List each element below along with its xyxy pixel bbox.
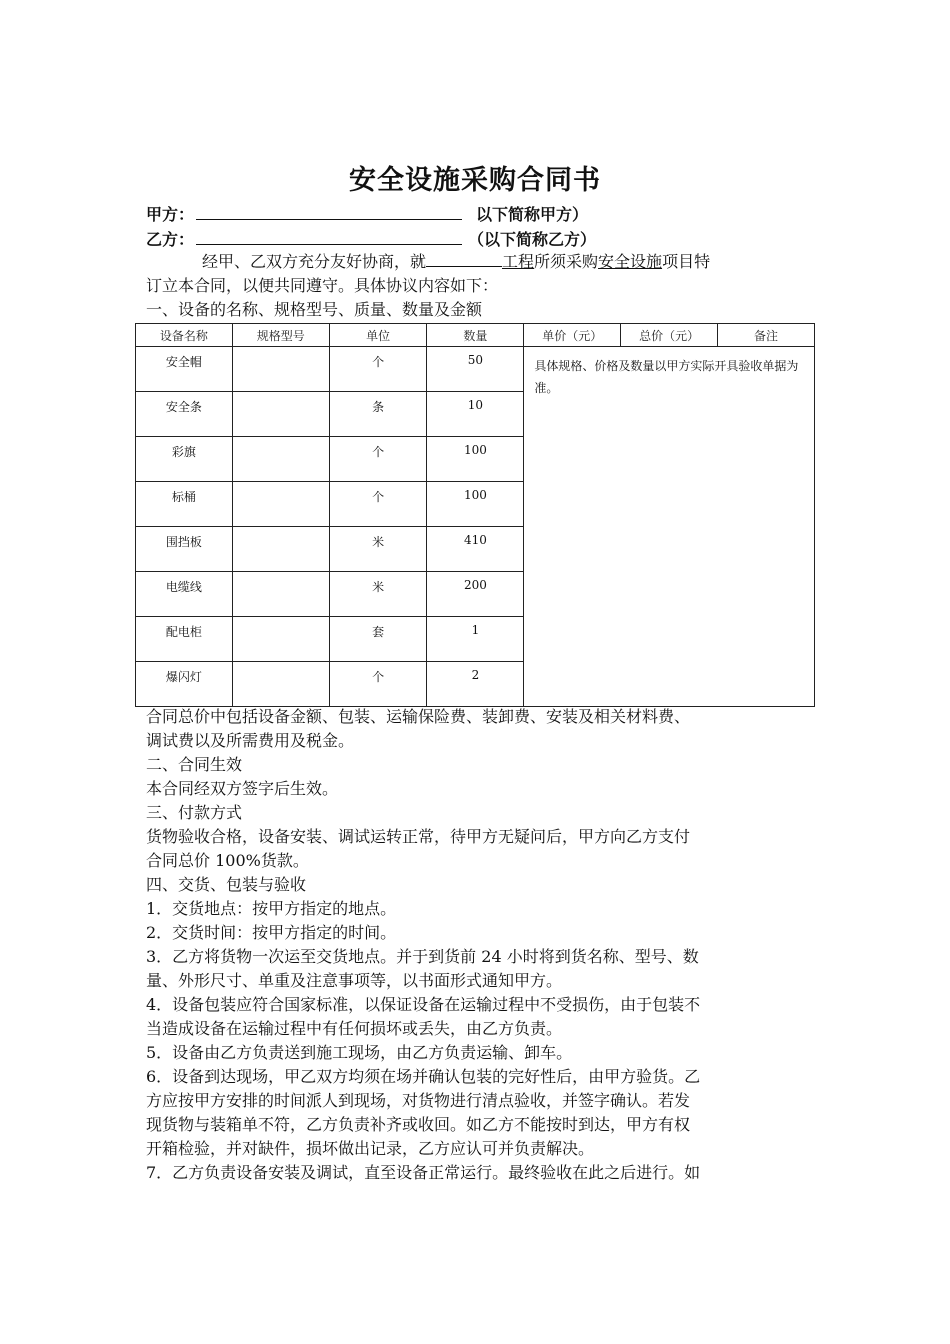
project-blank [426,250,502,267]
header-cell: 单价（元） [524,324,621,347]
body-line: 3．乙方将货物一次运至交货地点。并于到货前 24 小时将到货名称、型号、数 [146,947,699,966]
body-line: 调试费以及所需费用及税金。 [146,731,355,750]
item-qty: 50 [427,347,524,392]
intro-facility: 安全设施 [598,252,663,271]
item-name: 配电柜 [136,617,233,662]
party-a-label: 甲方： [146,205,195,224]
section-3-heading: 三、付款方式 [146,803,243,822]
item-spec [232,617,329,662]
body-line: 1．交货地点：按甲方指定的地点。 [146,899,397,918]
body-line: 量、外形尺寸、单重及注意事项等，以书面形式通知甲方。 [146,971,563,990]
equipment-table [135,323,815,707]
party-b-line [146,227,596,250]
section-2-heading: 二、合同生效 [146,755,243,774]
section-4-heading: 四、交货、包装与验收 [146,875,307,894]
table-note: 具体规格、价格及数量以甲方实际开具验收单据为准。 [524,347,815,707]
party-b-label: 乙方： [146,230,195,249]
header-cell: 规格型号 [232,324,329,347]
header-cell: 备注 [718,324,815,347]
party-a-line [146,202,588,225]
item-spec [232,437,329,482]
item-name: 围挡板 [136,527,233,572]
table-header-row [136,324,815,347]
document-title: 安全设施采购合同书 [349,165,601,196]
item-unit: 个 [329,482,427,527]
body-line: 现货物与装箱单不符，乙方负责补齐或收回。如乙方不能按时到达，甲方有权 [146,1115,691,1134]
intro-paragraph [146,250,810,322]
party-b-suffix: （以下简称乙方） [468,230,597,249]
body-line: 开箱检验，并对缺件，损坏做出记录，乙方应认可并负责解决。 [146,1139,595,1158]
intro-mid: 所须采购 [534,252,599,271]
body-line: 当造成设备在运输过程中有任何损坏或丢失，由乙方负责。 [146,1019,563,1038]
item-name: 电缆线 [136,572,233,617]
item-qty: 200 [427,572,524,617]
party-b-blank [196,230,462,245]
body-line: 5．设备由乙方负责送到施工现场，由乙方负责运输、卸车。 [146,1043,573,1062]
body-line: 本合同经双方签字后生效。 [146,779,339,798]
item-unit: 套 [329,617,427,662]
header-cell: 设备名称 [136,324,233,347]
item-unit: 个 [329,437,427,482]
item-name: 标桶 [136,482,233,527]
item-unit: 个 [329,662,427,707]
item-name: 爆闪灯 [136,662,233,707]
body-line: 货物验收合格，设备安装、调试运转正常，待甲方无疑问后，甲方向乙方支付 [146,827,691,846]
body-line: 7．乙方负责设备安装及调试，直至设备正常运行。最终验收在此之后进行。如 [146,1163,701,1182]
intro-before: 经甲、乙双方充分友好协商，就 [202,252,427,271]
intro-after: 项目特 [662,252,711,271]
party-a-blank [196,205,462,220]
intro-line2: 订立本合同，以便共同遵守。具体协议内容如下： [146,276,499,295]
item-name: 彩旗 [136,437,233,482]
item-qty: 410 [427,527,524,572]
item-qty: 2 [427,662,524,707]
body-line: 2．交货时间：按甲方指定的时间。 [146,923,397,942]
intro-project: 工程 [502,252,535,271]
header-cell: 单位 [329,324,427,347]
item-qty: 1 [427,617,524,662]
item-unit: 米 [329,527,427,572]
item-spec [232,527,329,572]
body-line: 4．设备包装应符合国家标准，以保证设备在运输过程中不受损伤，由于包装不 [146,995,701,1014]
item-unit: 个 [329,347,427,392]
table-row [136,347,815,392]
item-qty: 100 [427,437,524,482]
item-name: 安全帽 [136,347,233,392]
contract-body [146,705,810,1185]
item-spec [232,392,329,437]
body-line: 方应按甲方安排的时间派人到现场，对货物进行清点验收，并签字确认。若发 [146,1091,691,1110]
item-spec [232,482,329,527]
section-1-heading: 一、设备的名称、规格型号、质量、数量及金额 [146,300,483,319]
item-unit: 条 [329,392,427,437]
item-spec [232,572,329,617]
body-line: 6．设备到达现场，甲乙双方均须在场并确认包装的完好性后，由甲方验货。乙 [146,1067,701,1086]
item-name: 安全条 [136,392,233,437]
item-qty: 100 [427,482,524,527]
party-a-suffix: 以下简称甲方） [476,205,589,224]
body-line: 合同总价中包括设备金额、包装、运输保险费、装卸费、安装及相关材料费、 [146,707,691,726]
header-cell: 数量 [427,324,524,347]
item-spec [232,662,329,707]
item-unit: 米 [329,572,427,617]
body-line: 合同总价 100%货款。 [146,851,309,870]
header-cell: 总价（元） [621,324,718,347]
item-qty: 10 [427,392,524,437]
item-spec [232,347,329,392]
